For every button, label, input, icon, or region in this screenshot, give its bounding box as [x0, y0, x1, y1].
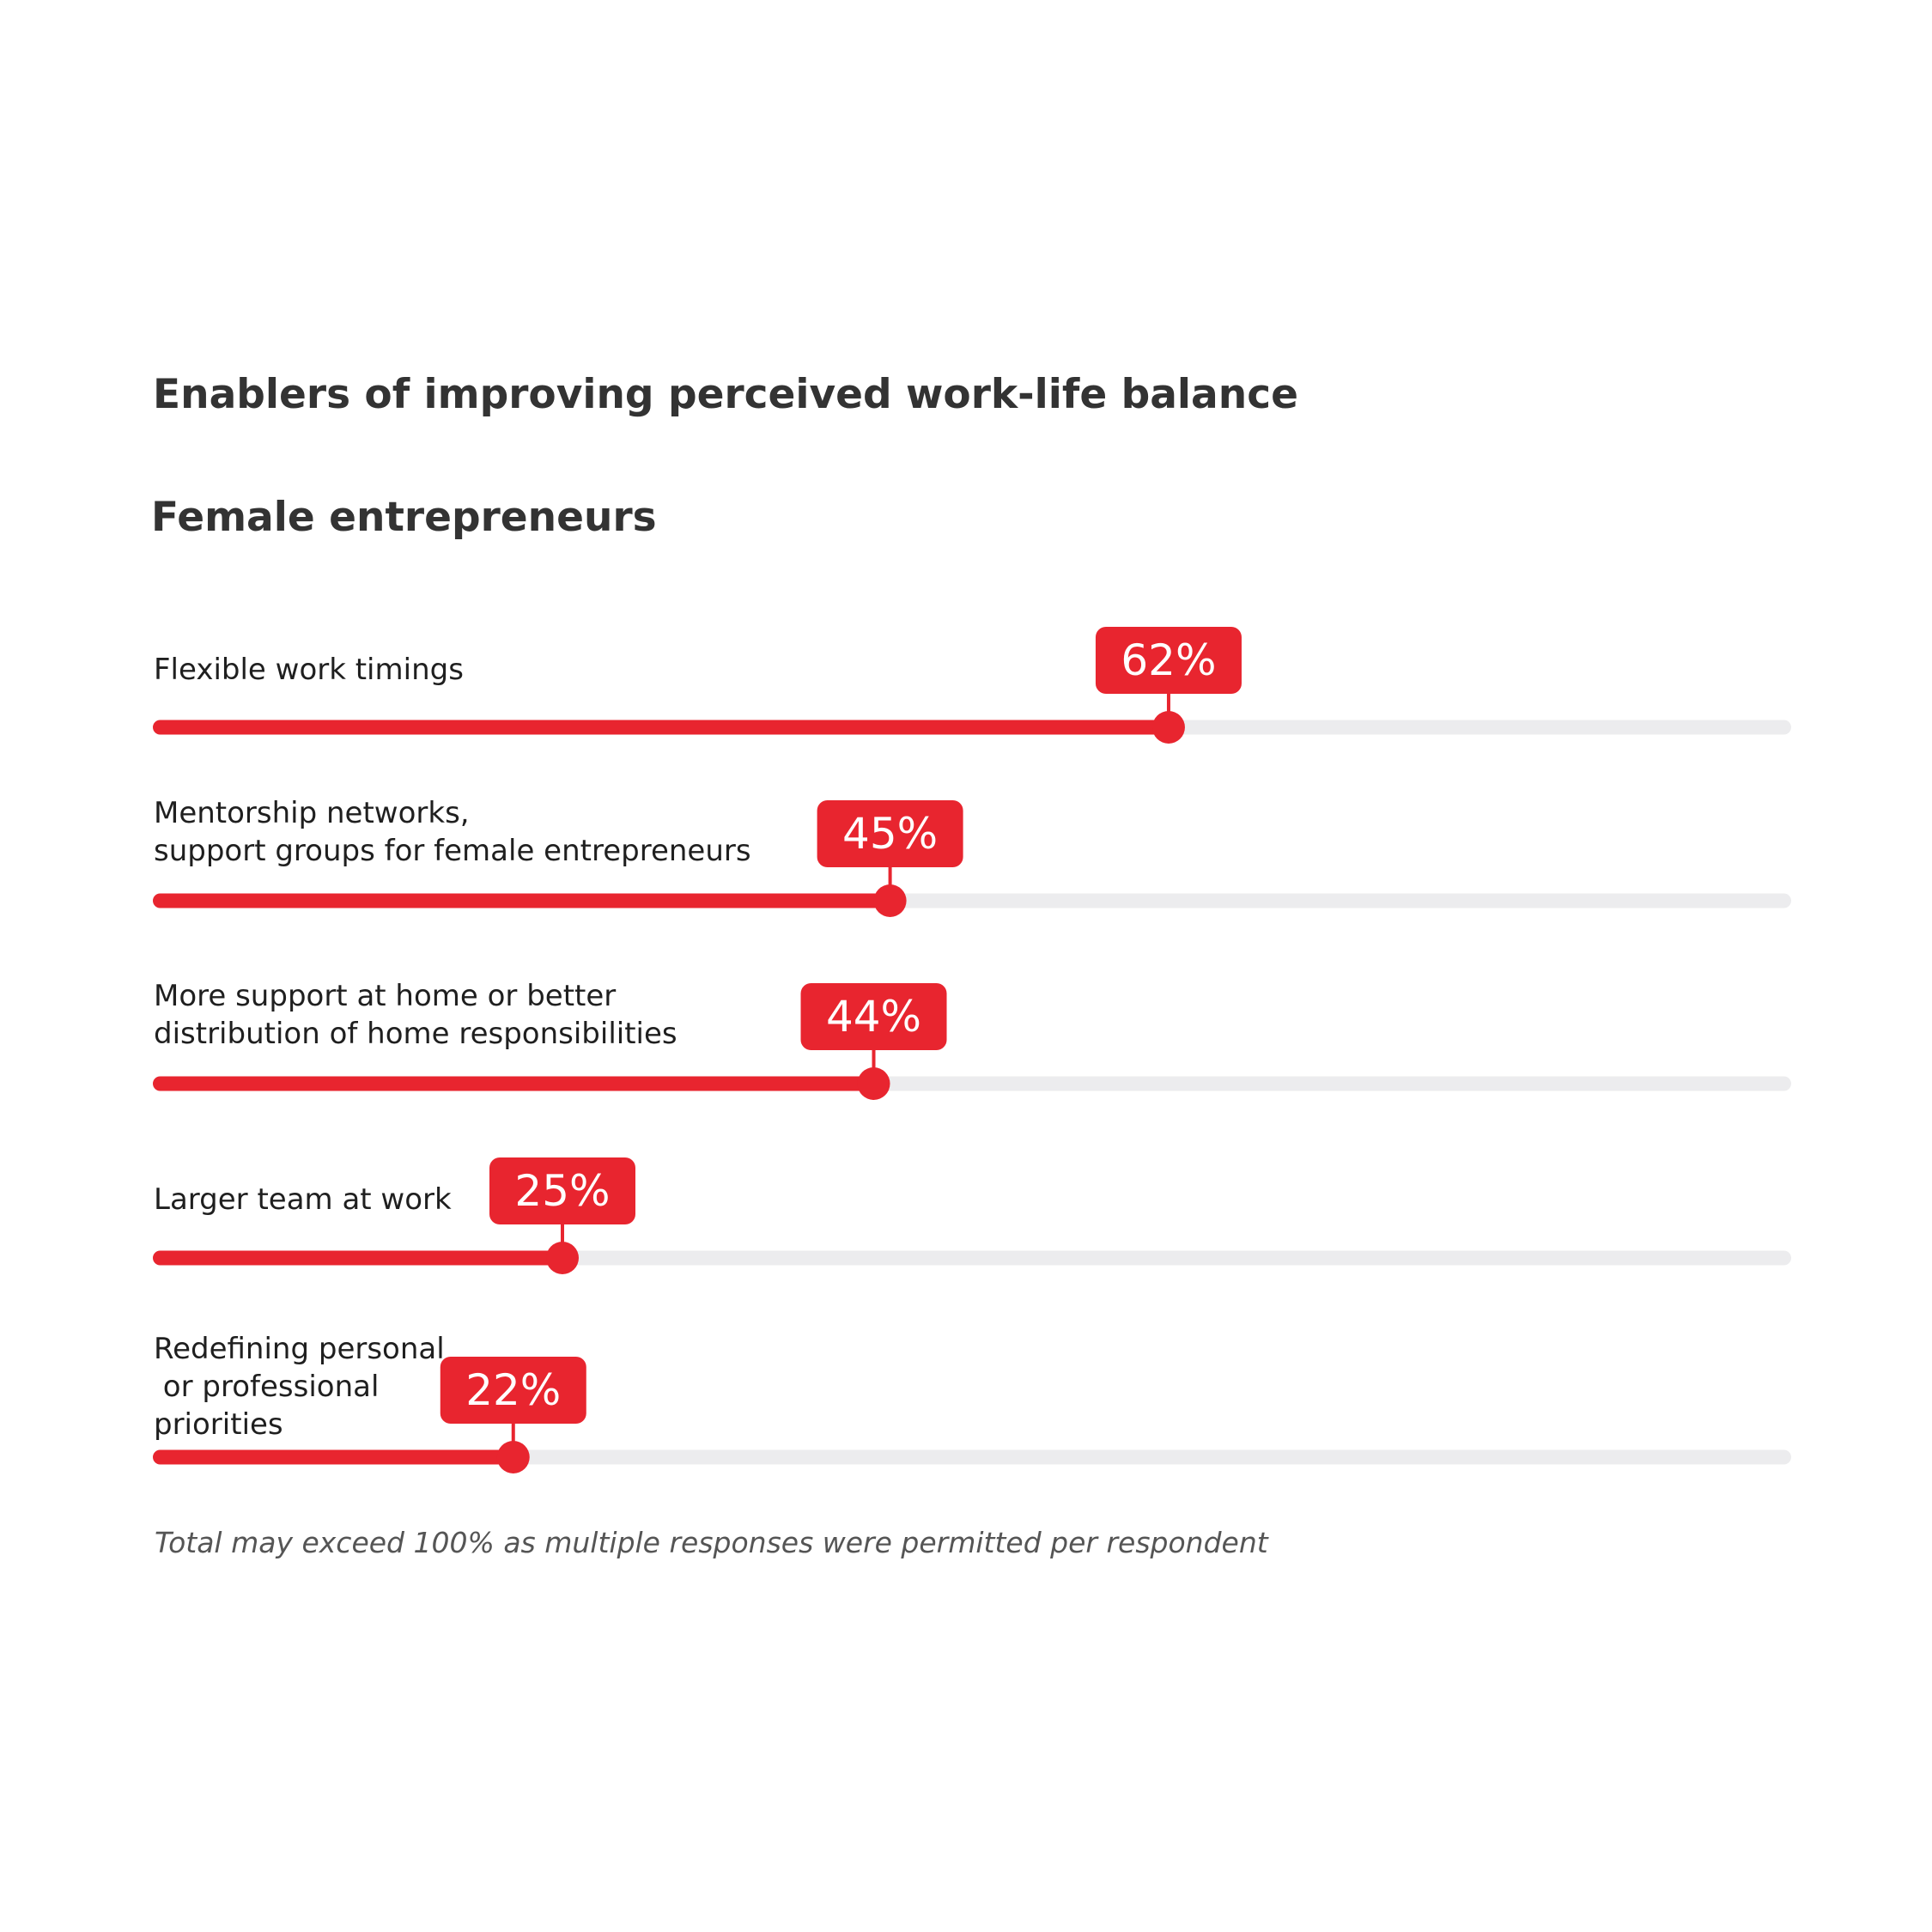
category-label: [154, 979, 677, 1051]
footnote: Total may exceed 100% as multiple responses were permitted per respondent: [155, 1526, 1268, 1559]
category-label-line: distribution of home responsibilities: [154, 1017, 677, 1051]
bar: [153, 894, 890, 908]
data-label: 44%: [825, 992, 922, 1042]
bar: [153, 1450, 513, 1465]
bar: [153, 720, 1169, 735]
category-label-line: More support at home or better: [154, 979, 617, 1013]
bar-knob: [497, 1441, 530, 1473]
category-label-line: support groups for female entrepreneurs: [154, 834, 751, 868]
bar: [153, 1251, 562, 1266]
category-label: [154, 1332, 445, 1442]
category-label: [154, 653, 464, 687]
category-label-line: Larger team at work: [154, 1182, 452, 1217]
category-label-line: Mentorship networks,: [154, 796, 470, 830]
bar-knob: [858, 1067, 890, 1100]
bar-knob: [874, 884, 907, 917]
chart-subtitle: Female entrepreneurs: [151, 494, 657, 541]
data-label: 62%: [1121, 635, 1217, 685]
data-label: 22%: [465, 1365, 562, 1415]
bar-knob: [1152, 711, 1185, 744]
category-label-line: or professional: [154, 1370, 380, 1404]
data-label: 45%: [842, 809, 939, 859]
category-label: [154, 796, 751, 868]
data-label: 25%: [514, 1166, 611, 1216]
category-label-line: Redefining personal: [154, 1332, 445, 1366]
chart-title: Enablers of improving perceived work-life balance: [153, 371, 1298, 418]
category-label-line: Flexible work timings: [154, 653, 464, 687]
category-label-line: priorities: [154, 1407, 283, 1442]
category-label: [154, 1182, 452, 1217]
bar: [153, 1077, 874, 1091]
bar-knob: [546, 1242, 579, 1274]
